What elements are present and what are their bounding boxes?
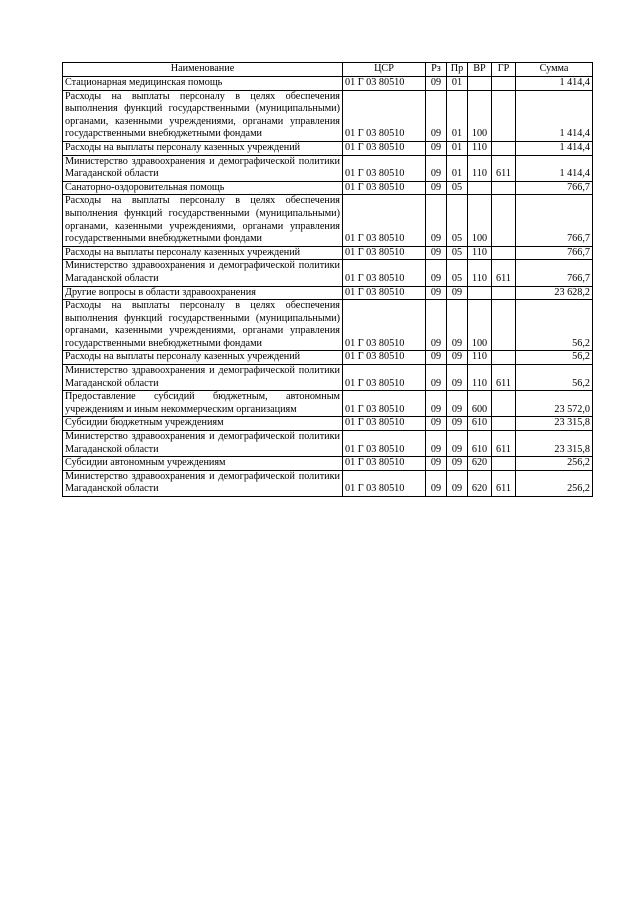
cell-pr: 01 <box>447 77 468 91</box>
cell-rz: 09 <box>426 286 447 300</box>
cell-rz: 09 <box>426 431 447 457</box>
cell-name: Расходы на выплаты персоналу казенных учреждений <box>63 246 343 260</box>
cell-csr: 01 Г 03 80510 <box>343 260 426 286</box>
cell-pr: 01 <box>447 155 468 181</box>
cell-name: Предоставление субсидий бюджетным, автономным учреждениям и иным некоммерческим организациям <box>63 391 343 417</box>
cell-rz: 09 <box>426 246 447 260</box>
cell-sum: 766,7 <box>516 246 593 260</box>
cell-sum: 56,2 <box>516 300 593 351</box>
cell-gr: 611 <box>492 431 516 457</box>
cell-vr <box>468 286 492 300</box>
cell-vr: 110 <box>468 260 492 286</box>
cell-vr: 620 <box>468 470 492 496</box>
cell-csr: 01 Г 03 80510 <box>343 77 426 91</box>
table-row <box>63 417 593 431</box>
cell-name: Субсидии бюджетным учреждениям <box>63 417 343 431</box>
cell-pr: 09 <box>447 417 468 431</box>
cell-rz: 09 <box>426 351 447 365</box>
cell-sum: 23 628,2 <box>516 286 593 300</box>
cell-rz: 09 <box>426 260 447 286</box>
cell-csr: 01 Г 03 80510 <box>343 365 426 391</box>
table-row <box>63 391 593 417</box>
cell-csr: 01 Г 03 80510 <box>343 457 426 471</box>
cell-csr: 01 Г 03 80510 <box>343 351 426 365</box>
cell-rz: 09 <box>426 365 447 391</box>
cell-rz: 09 <box>426 181 447 195</box>
cell-csr: 01 Г 03 80510 <box>343 286 426 300</box>
cell-rz: 09 <box>426 141 447 155</box>
cell-csr: 01 Г 03 80510 <box>343 391 426 417</box>
header-gr: ГР <box>492 63 516 77</box>
cell-pr: 09 <box>447 351 468 365</box>
cell-pr: 01 <box>447 90 468 141</box>
header-vr: ВР <box>468 63 492 77</box>
cell-gr: 611 <box>492 155 516 181</box>
cell-sum: 23 315,8 <box>516 417 593 431</box>
cell-gr <box>492 286 516 300</box>
cell-csr: 01 Г 03 80510 <box>343 470 426 496</box>
cell-vr: 620 <box>468 457 492 471</box>
cell-pr: 05 <box>447 181 468 195</box>
cell-name: Расходы на выплаты персоналу в целях обеспечения выполнения функций государственными (муниципальными) органами, казенными учреждениями, органами управления государственными внебюджетными фондами <box>63 90 343 141</box>
cell-vr: 110 <box>468 246 492 260</box>
cell-vr: 610 <box>468 417 492 431</box>
cell-name: Расходы на выплаты персоналу в целях обеспечения выполнения функций государственными (муниципальными) органами, казенными учреждениями, органами управления государственными внебюджетными фондами <box>63 300 343 351</box>
cell-gr <box>492 391 516 417</box>
cell-gr: 611 <box>492 470 516 496</box>
cell-pr: 05 <box>447 195 468 246</box>
cell-name: Расходы на выплаты персоналу казенных учреждений <box>63 351 343 365</box>
cell-rz: 09 <box>426 470 447 496</box>
header-rz: Рз <box>426 63 447 77</box>
cell-vr <box>468 181 492 195</box>
cell-vr: 110 <box>468 351 492 365</box>
table-row <box>63 155 593 181</box>
cell-pr: 09 <box>447 286 468 300</box>
cell-sum: 56,2 <box>516 351 593 365</box>
cell-vr: 600 <box>468 391 492 417</box>
cell-rz: 09 <box>426 300 447 351</box>
cell-sum: 1 414,4 <box>516 141 593 155</box>
cell-sum: 256,2 <box>516 457 593 471</box>
cell-sum: 766,7 <box>516 181 593 195</box>
cell-gr <box>492 246 516 260</box>
cell-name: Санаторно-оздоровительная помощь <box>63 181 343 195</box>
header-csr: ЦСР <box>343 63 426 77</box>
table-row <box>63 457 593 471</box>
cell-name: Министерство здравоохранения и демографической политики Магаданской области <box>63 470 343 496</box>
table-row <box>63 431 593 457</box>
cell-rz: 09 <box>426 417 447 431</box>
table-row <box>63 286 593 300</box>
cell-gr <box>492 195 516 246</box>
cell-csr: 01 Г 03 80510 <box>343 300 426 351</box>
cell-pr: 09 <box>447 431 468 457</box>
cell-pr: 09 <box>447 300 468 351</box>
table-row <box>63 77 593 91</box>
cell-sum: 1 414,4 <box>516 77 593 91</box>
table-row <box>63 195 593 246</box>
cell-csr: 01 Г 03 80510 <box>343 141 426 155</box>
cell-csr: 01 Г 03 80510 <box>343 431 426 457</box>
cell-vr: 110 <box>468 365 492 391</box>
cell-name: Расходы на выплаты персоналу казенных учреждений <box>63 141 343 155</box>
cell-gr: 611 <box>492 260 516 286</box>
cell-csr: 01 Г 03 80510 <box>343 155 426 181</box>
cell-rz: 09 <box>426 77 447 91</box>
cell-name: Министерство здравоохранения и демографической политики Магаданской области <box>63 260 343 286</box>
header-pr: Пр <box>447 63 468 77</box>
table-row <box>63 470 593 496</box>
table-header <box>63 63 593 77</box>
cell-rz: 09 <box>426 155 447 181</box>
cell-gr <box>492 417 516 431</box>
table-row <box>63 260 593 286</box>
cell-name: Министерство здравоохранения и демографической политики Магаданской области <box>63 431 343 457</box>
cell-pr: 09 <box>447 365 468 391</box>
cell-vr: 610 <box>468 431 492 457</box>
cell-pr: 05 <box>447 246 468 260</box>
cell-rz: 09 <box>426 457 447 471</box>
cell-vr: 110 <box>468 155 492 181</box>
cell-sum: 256,2 <box>516 470 593 496</box>
cell-csr: 01 Г 03 80510 <box>343 195 426 246</box>
cell-csr: 01 Г 03 80510 <box>343 417 426 431</box>
cell-name: Субсидии автономным учреждениям <box>63 457 343 471</box>
table-body <box>63 77 593 497</box>
cell-gr <box>492 181 516 195</box>
table-row <box>63 181 593 195</box>
cell-sum: 1 414,4 <box>516 90 593 141</box>
cell-sum: 766,7 <box>516 195 593 246</box>
table-row <box>63 351 593 365</box>
cell-gr <box>492 300 516 351</box>
cell-name: Министерство здравоохранения и демографической политики Магаданской области <box>63 155 343 181</box>
cell-pr: 01 <box>447 141 468 155</box>
cell-sum: 1 414,4 <box>516 155 593 181</box>
cell-vr: 110 <box>468 141 492 155</box>
cell-name: Министерство здравоохранения и демографической политики Магаданской области <box>63 365 343 391</box>
cell-gr <box>492 457 516 471</box>
cell-gr <box>492 351 516 365</box>
cell-vr: 100 <box>468 90 492 141</box>
header-name: Наименование <box>63 63 343 77</box>
cell-sum: 23 572,0 <box>516 391 593 417</box>
cell-rz: 09 <box>426 391 447 417</box>
cell-pr: 09 <box>447 470 468 496</box>
cell-sum: 23 315,8 <box>516 431 593 457</box>
cell-csr: 01 Г 03 80510 <box>343 90 426 141</box>
cell-pr: 05 <box>447 260 468 286</box>
cell-name: Другие вопросы в области здравоохранения <box>63 286 343 300</box>
cell-gr <box>492 141 516 155</box>
table-row <box>63 90 593 141</box>
table-row <box>63 300 593 351</box>
cell-vr <box>468 77 492 91</box>
cell-name: Расходы на выплаты персоналу в целях обеспечения выполнения функций государственными (муниципальными) органами, казенными учреждениями, органами управления государственными внебюджетными фондами <box>63 195 343 246</box>
header-sum: Сумма <box>516 63 593 77</box>
cell-rz: 09 <box>426 195 447 246</box>
cell-rz: 09 <box>426 90 447 141</box>
cell-csr: 01 Г 03 80510 <box>343 246 426 260</box>
header-row <box>63 63 593 77</box>
cell-pr: 09 <box>447 391 468 417</box>
cell-gr <box>492 90 516 141</box>
cell-csr: 01 Г 03 80510 <box>343 181 426 195</box>
cell-sum: 766,7 <box>516 260 593 286</box>
cell-pr: 09 <box>447 457 468 471</box>
cell-gr: 611 <box>492 365 516 391</box>
cell-vr: 100 <box>468 195 492 246</box>
budget-table <box>62 62 593 497</box>
table-row <box>63 246 593 260</box>
cell-vr: 100 <box>468 300 492 351</box>
cell-name: Стационарная медицинская помощь <box>63 77 343 91</box>
cell-gr <box>492 77 516 91</box>
table-row <box>63 141 593 155</box>
table-row <box>63 365 593 391</box>
cell-sum: 56,2 <box>516 365 593 391</box>
